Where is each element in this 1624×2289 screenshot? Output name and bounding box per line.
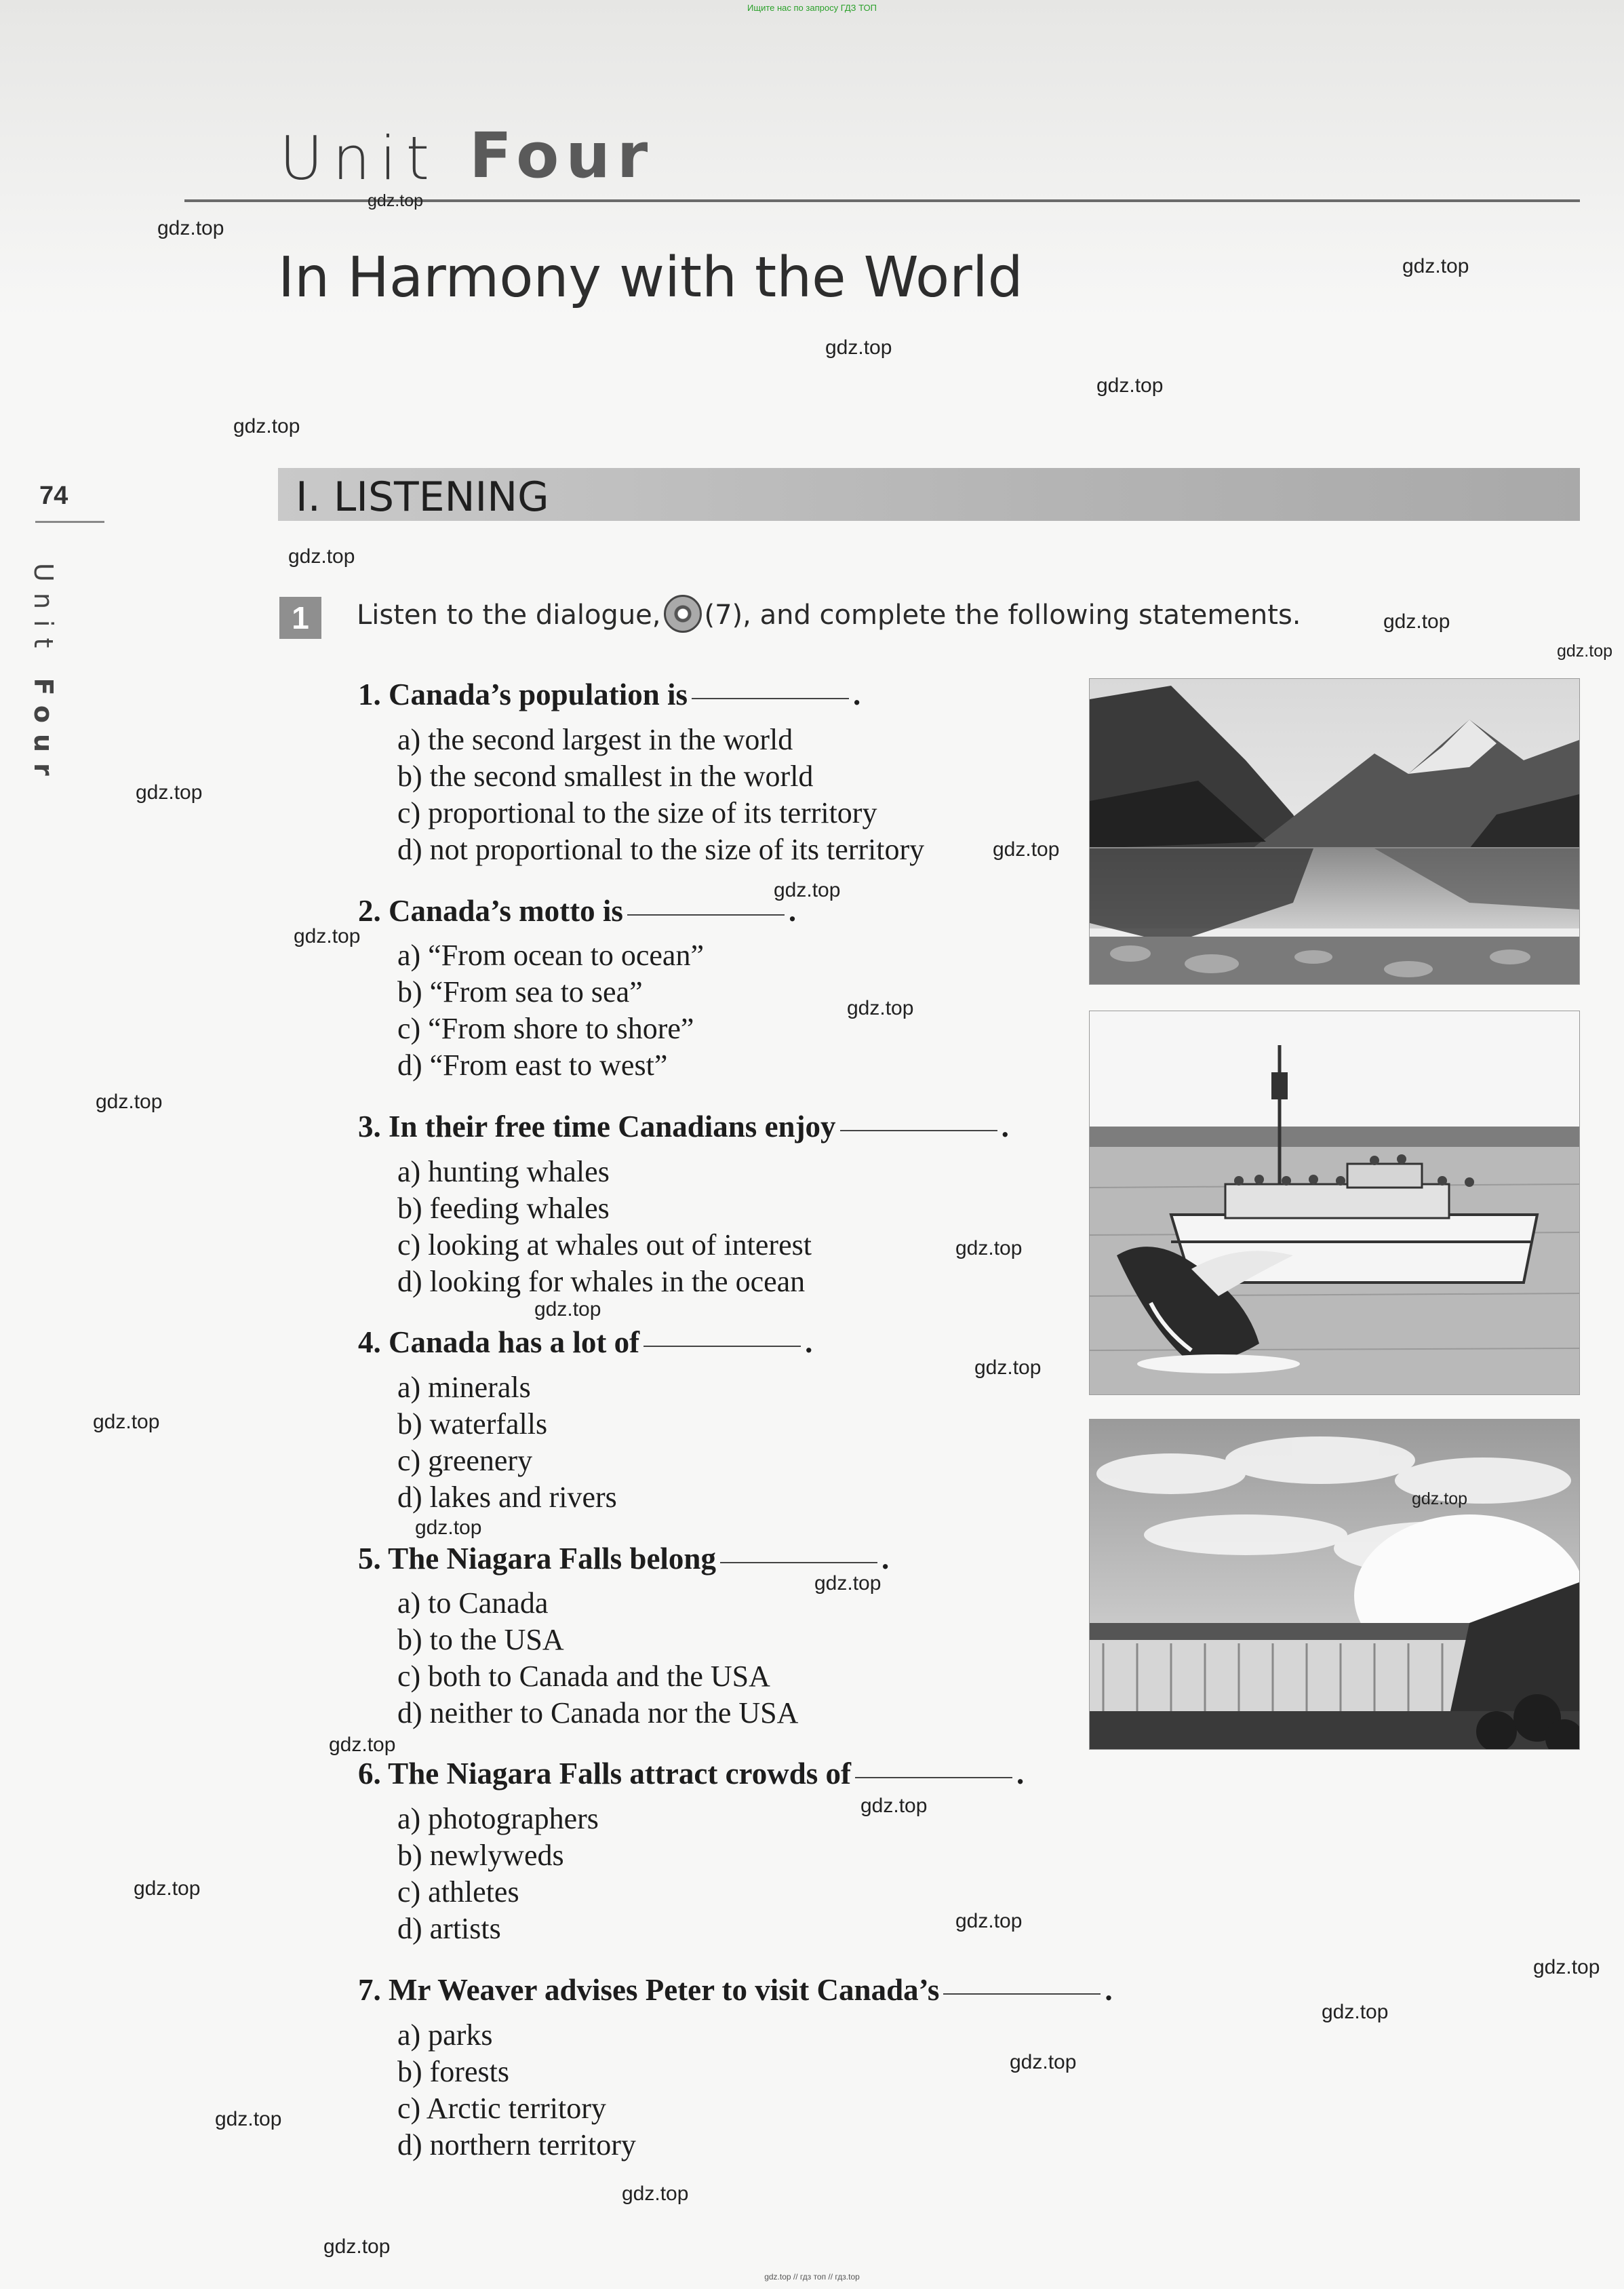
watermark: gdz.top [368, 191, 424, 210]
question-1 [358, 677, 860, 712]
side-unit-word: Unit [28, 563, 58, 659]
question-stem: 3. In their free time Canadians enjoy [358, 1110, 836, 1143]
question-stem: 4. Canada has a lot of [358, 1325, 640, 1359]
watermark: gdz.top [96, 1091, 163, 1113]
whale-boat-image [1090, 1011, 1579, 1394]
option-2a[interactable]: a) “From ocean to ocean” [397, 939, 704, 972]
cd-audio-icon[interactable] [664, 595, 702, 633]
option-3c[interactable]: c) looking at whales out of interest [397, 1228, 812, 1261]
watermark: gdz.top [294, 925, 361, 947]
exercise-number: 1 [279, 597, 321, 639]
option-2d[interactable]: d) “From east to west” [397, 1049, 668, 1082]
unit-word: Unit [279, 123, 439, 193]
watermark: gdz.top [134, 1877, 201, 1900]
watermark: gdz.top [1533, 1956, 1600, 1978]
question-end: . [788, 894, 797, 928]
option-3a[interactable]: a) hunting whales [397, 1155, 610, 1188]
question-7 [358, 1972, 1113, 2008]
watermark: gdz.top [534, 1298, 601, 1320]
watermark: gdz.top [288, 545, 355, 568]
watermark: gdz.top [415, 1517, 482, 1539]
question-stem: 1. Canada’s population is [358, 678, 688, 711]
watermark: gdz.top [1096, 374, 1164, 397]
watermark: gdz.top [1557, 642, 1613, 661]
option-2b[interactable]: b) “From sea to sea” [397, 975, 643, 1009]
question-end: . [805, 1325, 813, 1359]
watermark: gdz.top [847, 997, 914, 1019]
watermark: gdz.top [323, 2235, 391, 2258]
watermark: gdz.top [93, 1411, 160, 1433]
answer-blank[interactable] [840, 1129, 997, 1131]
watermark: gdz.top [1010, 2051, 1077, 2073]
exercise-instruction [357, 600, 1301, 633]
watermark: gdz.top [774, 879, 841, 901]
section-title: I. LISTENING [296, 473, 549, 521]
question-end: . [881, 1542, 890, 1576]
option-4b[interactable]: b) waterfalls [397, 1407, 548, 1441]
watermark: gdz.top [993, 838, 1060, 861]
option-6c[interactable]: c) athletes [397, 1875, 519, 1909]
unit-number: Four [469, 119, 655, 192]
answer-blank[interactable] [720, 1561, 877, 1563]
question-5 [358, 1541, 889, 1576]
question-stem: 7. Mr Weaver advises Peter to visit Canada’s [358, 1973, 940, 2007]
answer-blank[interactable] [855, 1776, 1012, 1778]
option-3d[interactable]: d) looking for whales in the ocean [397, 1265, 806, 1298]
watermark: gdz.top [974, 1356, 1042, 1379]
question-end: . [1105, 1973, 1113, 2007]
page-number-rule [35, 521, 104, 523]
page-title: In Harmony with the World [278, 246, 1023, 310]
mountain-lake-image [1090, 679, 1579, 984]
watermark: gdz.top [622, 2183, 689, 2205]
option-1c[interactable]: c) proportional to the size of its territory [397, 796, 877, 829]
watermark: gdz.top [1383, 610, 1450, 633]
option-5d[interactable]: d) neither to Canada nor the USA [397, 1696, 799, 1729]
side-unit-label [28, 563, 58, 787]
watermark: gdz.top [860, 1795, 928, 1817]
option-4d[interactable]: d) lakes and rivers [397, 1481, 617, 1514]
answer-blank[interactable] [943, 1992, 1101, 1995]
watermark: gdz.top [329, 1734, 396, 1756]
option-5a[interactable]: a) to Canada [397, 1586, 549, 1620]
question-stem: 6. The Niagara Falls attract crowds of [358, 1757, 851, 1791]
option-7b[interactable]: b) forests [397, 2055, 509, 2088]
option-4a[interactable]: a) minerals [397, 1371, 531, 1404]
niagara-falls-image [1090, 1420, 1579, 1749]
option-5c[interactable]: c) both to Canada and the USA [397, 1660, 770, 1693]
question-6 [358, 1756, 1024, 1791]
side-unit-number: Four [28, 678, 58, 787]
question-2 [358, 893, 796, 928]
answer-blank[interactable] [692, 697, 849, 699]
watermark: gdz.top [955, 1237, 1023, 1259]
bottom-note[interactable]: gdz.top // гдз топ // гдз.top [764, 2272, 860, 2282]
question-3 [358, 1109, 1009, 1144]
question-end: . [853, 678, 861, 711]
question-end: . [1016, 1757, 1025, 1791]
watermark: gdz.top [157, 217, 224, 239]
option-6b[interactable]: b) newlyweds [397, 1839, 564, 1872]
option-5b[interactable]: b) to the USA [397, 1623, 564, 1656]
niagara-falls-photo [1089, 1419, 1580, 1750]
mountain-lake-photo [1089, 678, 1580, 985]
option-6a[interactable]: a) photographers [397, 1802, 599, 1835]
question-stem: 2. Canada’s motto is [358, 894, 623, 928]
answer-blank[interactable] [643, 1344, 801, 1347]
watermark: gdz.top [215, 2108, 282, 2130]
answer-blank[interactable] [627, 913, 785, 916]
question-4 [358, 1325, 812, 1360]
option-4c[interactable]: c) greenery [397, 1444, 533, 1477]
top-search-note[interactable]: Ищите нас по запросу ГДЗ ТОП [747, 3, 877, 13]
option-6d[interactable]: d) artists [397, 1912, 501, 1945]
option-1d[interactable]: d) not proportional to the size of its territory [397, 833, 925, 866]
watermark: gdz.top [955, 1910, 1023, 1932]
watermark: gdz.top [825, 336, 892, 359]
option-7c[interactable]: c) Arctic territory [397, 2092, 606, 2125]
whale-watching-photo [1089, 1011, 1580, 1395]
question-end: . [1001, 1110, 1009, 1143]
watermark: gdz.top [1412, 1489, 1468, 1508]
option-7d[interactable]: d) northern territory [397, 2128, 636, 2161]
option-7a[interactable]: a) parks [397, 2018, 493, 2052]
watermark: gdz.top [233, 415, 300, 437]
watermark: gdz.top [814, 1572, 882, 1595]
instruction-text: Listen to the dialogue, [357, 600, 661, 631]
option-1a[interactable]: a) the second largest in the world [397, 723, 793, 756]
page-number: 74 [39, 482, 68, 510]
option-2c[interactable]: c) “From shore to shore” [397, 1012, 694, 1045]
watermark: gdz.top [1322, 2001, 1389, 2023]
watermark: gdz.top [136, 781, 203, 804]
question-stem: 5. The Niagara Falls belong [358, 1542, 716, 1576]
option-3b[interactable]: b) feeding whales [397, 1192, 610, 1225]
instruction-track: (7), and complete the following statements. [704, 600, 1301, 631]
option-1b[interactable]: b) the second smallest in the world [397, 760, 814, 793]
watermark: gdz.top [1402, 255, 1469, 277]
